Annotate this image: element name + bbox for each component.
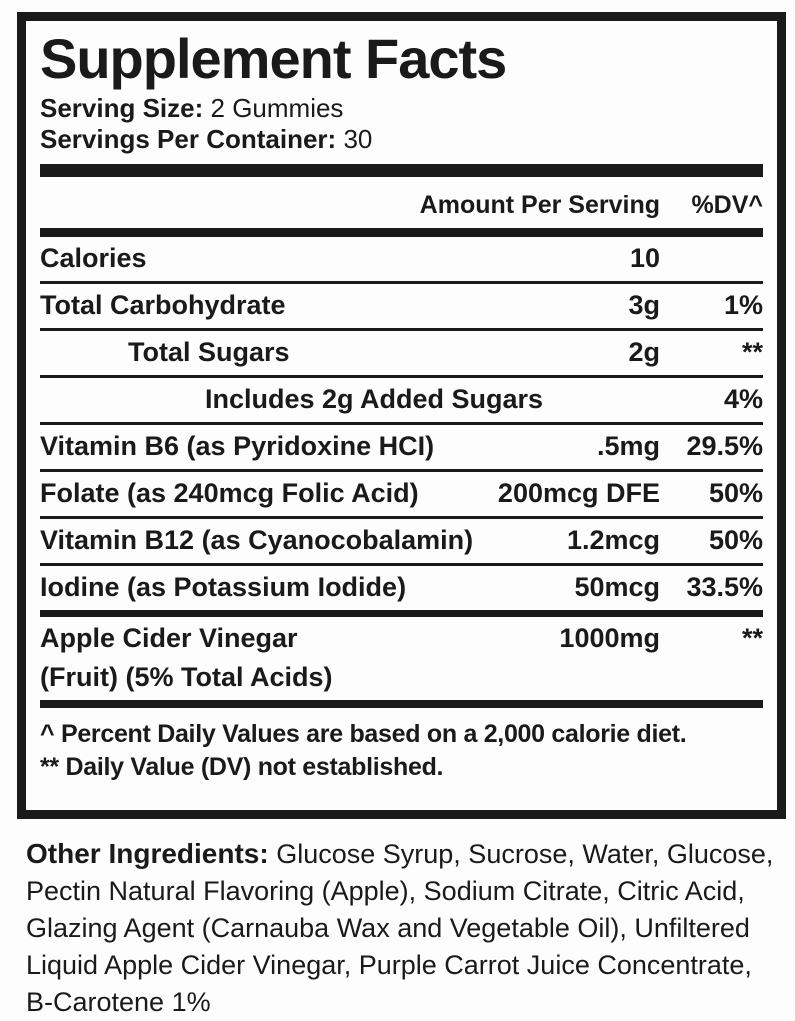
nutrient-amount: 50mcg [574, 572, 660, 603]
fact-row [40, 563, 763, 610]
fact-row [40, 422, 763, 469]
supplement-label [0, 12, 795, 1021]
fact-row-main [40, 525, 763, 556]
other-ingredients-list: Glucose Syrup, Sucrose, Water, Glucose, Pectin Natural Flavoring (Apple), Sodium Citrate, Citric Acid, Glazing Agent (Carnauba Wax and Vegetable Oil), Unfiltered Liquid Apple Cider Vinegar, Purple Carrot Juice Concentrate, B-Carotene 1% [26, 839, 774, 1018]
fact-row [40, 375, 763, 422]
nutrient-name: Total Carbohydrate [40, 290, 286, 321]
fact-row-main [40, 243, 763, 274]
nutrient-amount: 3g [628, 290, 660, 321]
percent-dv-header: %DV^ [691, 191, 763, 220]
serving-size-label: Serving Size: [40, 93, 204, 124]
nutrient-amount: 10 [629, 243, 660, 274]
footnotes [40, 708, 763, 790]
nutrient-name: Total Sugars [128, 337, 290, 368]
fact-row-main [40, 431, 763, 462]
nutrient-dv: 4% [723, 384, 763, 415]
servings-per-container-value: 30 [343, 124, 373, 155]
nutrient-name: Calories [40, 243, 147, 274]
nutrient-amount: 1.2mcg [566, 525, 660, 556]
fact-row-main [40, 572, 763, 603]
nutrient-amount: 200mcg DFE [497, 478, 660, 509]
fact-row-main [40, 384, 763, 415]
servings-per-container-label: Servings Per Container: [40, 124, 337, 155]
nutrient-amount: 1000mg [559, 623, 660, 654]
fact-row [40, 281, 763, 328]
serving-size-value: 2 Gummies [210, 93, 344, 124]
supplement-facts-panel [17, 12, 786, 819]
nutrient-name-line2: (Fruit) (5% Total Acids) [40, 662, 333, 693]
nutrient-name: Vitamin B6 (as Pyridoxine HCI) [40, 431, 435, 462]
fact-row-main [40, 623, 763, 654]
fact-row-main [40, 290, 763, 321]
facts-table [40, 237, 763, 700]
fact-row [40, 610, 763, 700]
nutrient-name: Apple Cider Vinegar [40, 623, 298, 654]
divider-heavy-under-header [40, 228, 763, 237]
nutrient-dv: ** [741, 337, 763, 368]
nutrient-dv: 1% [723, 290, 763, 321]
nutrient-amount: .5mg [596, 431, 660, 462]
nutrient-name: Iodine (as Potassium Iodide) [40, 572, 407, 603]
nutrient-dv: 50% [708, 525, 763, 556]
nutrient-name: Folate (as 240mcg Folic Acid) [40, 478, 419, 509]
fact-row [40, 469, 763, 516]
footnote-line: ** Daily Value (DV) not established. [40, 753, 444, 782]
fact-row [40, 328, 763, 375]
nutrient-dv: ** [741, 623, 763, 654]
nutrient-name: Includes 2g Added Sugars [205, 384, 544, 415]
divider-heavy-top [40, 164, 763, 177]
fact-row-main [40, 478, 763, 509]
divider-heavy-above-footnotes [40, 700, 763, 708]
nutrient-name: Vitamin B12 (as Cyanocobalamin) [40, 525, 474, 556]
serving-size-line [40, 93, 763, 124]
fact-row [40, 237, 763, 281]
nutrient-dv: 50% [708, 478, 763, 509]
table-header-row [40, 177, 763, 228]
other-ingredients-label: Other Ingredients: [26, 838, 269, 870]
nutrient-amount: 2g [628, 337, 660, 368]
footnote-line: ^ Percent Daily Values are based on a 2,000 calorie diet. [40, 720, 687, 749]
nutrient-dv: 33.5% [686, 572, 763, 603]
panel-title: Supplement Facts [40, 27, 507, 90]
fact-row-main [40, 337, 763, 368]
amount-per-serving-header: Amount Per Serving [419, 191, 660, 220]
servings-per-container-line [40, 124, 763, 155]
other-ingredients [26, 835, 783, 1021]
fact-row [40, 516, 763, 563]
nutrient-dv: 29.5% [686, 431, 763, 462]
